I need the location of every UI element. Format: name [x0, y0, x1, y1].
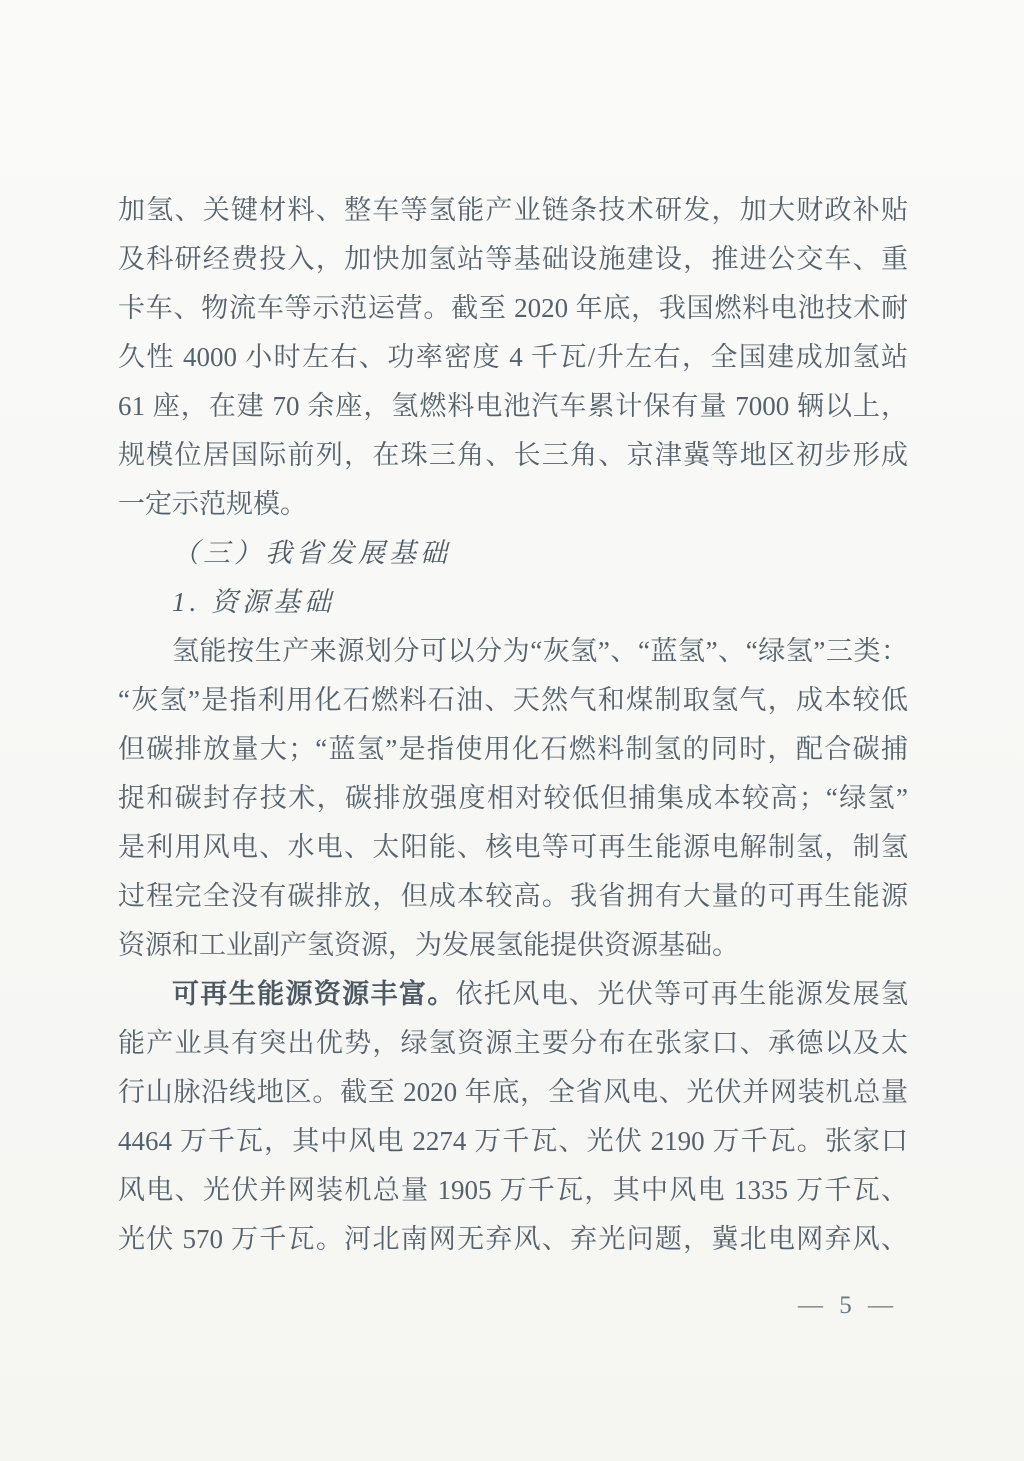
body-line: 及科研经费投入，加快加氢站等基础设施建设，推进公交车、重 — [118, 244, 908, 274]
body-line: 加氢、关键材料、整车等氢能产业链条技术研发，加大财政补贴 — [118, 195, 908, 225]
body-line: 风电、光伏并网装机总量 1905 万千瓦，其中风电 1335 万千瓦、 — [118, 1175, 908, 1205]
body-line: 过程完全没有碳排放，但成本较高。我省拥有大量的可再生能源 — [118, 881, 908, 911]
page-number: — 5 — — [798, 1292, 898, 1319]
body-line: 但碳排放量大；“蓝氢”是指使用化石燃料制氢的同时，配合碳捕 — [118, 734, 908, 764]
body-line: 卡车、物流车等示范运营。截至 2020 年底，我国燃料电池技术耐 — [118, 293, 908, 323]
body-line: 捉和碳封存技术，碳排放强度相对较低但捕集成本较高；“绿氢” — [118, 783, 908, 813]
subsection-heading: 1. 资源基础 — [172, 587, 335, 617]
body-line: 是利用风电、水电、太阳能、核电等可再生能源电解制氢，制氢 — [118, 832, 908, 862]
paragraph-lead: 可再生能源资源丰富。 — [172, 979, 456, 1009]
body-line: 61 座，在建 70 余座，氢燃料电池汽车累计保有量 7000 辆以上， — [118, 391, 908, 421]
body-line: 久性 4000 小时左右、功率密度 4 千瓦/升左右，全国建成加氢站 — [118, 342, 908, 372]
body-line — [118, 970, 908, 1019]
body-line: 资源和工业副产氢资源，为发展氢能提供资源基础。 — [118, 930, 739, 960]
section-heading: （三）我省发展基础 — [172, 538, 451, 568]
body-line: 能产业具有突出优势，绿氢资源主要分布在张家口、承德以及太 — [118, 1028, 908, 1058]
body-line: 光伏 570 万千瓦。河北南网无弃风、弃光问题，冀北电网弃风、 — [118, 1224, 908, 1254]
body-line: 4464 万千瓦，其中风电 2274 万千瓦、光伏 2190 万千瓦。张家口 — [118, 1126, 908, 1156]
body-line: 氢能按生产来源划分可以分为“灰氢”、“蓝氢”、“绿氢”三类： — [172, 636, 908, 666]
document-text-block — [118, 186, 908, 1264]
body-line: 一定示范规模。 — [118, 489, 307, 519]
body-line: “灰氢”是指利用化石燃料石油、天然气和煤制取氢气，成本较低 — [118, 685, 908, 715]
body-line: 行山脉沿线地区。截至 2020 年底，全省风电、光伏并网装机总量 — [118, 1077, 908, 1107]
body-line: 规模位居国际前列，在珠三角、长三角、京津冀等地区初步形成 — [118, 440, 908, 470]
paragraph-rest: 依托风电、光伏等可再生能源发展氢 — [455, 979, 909, 1009]
